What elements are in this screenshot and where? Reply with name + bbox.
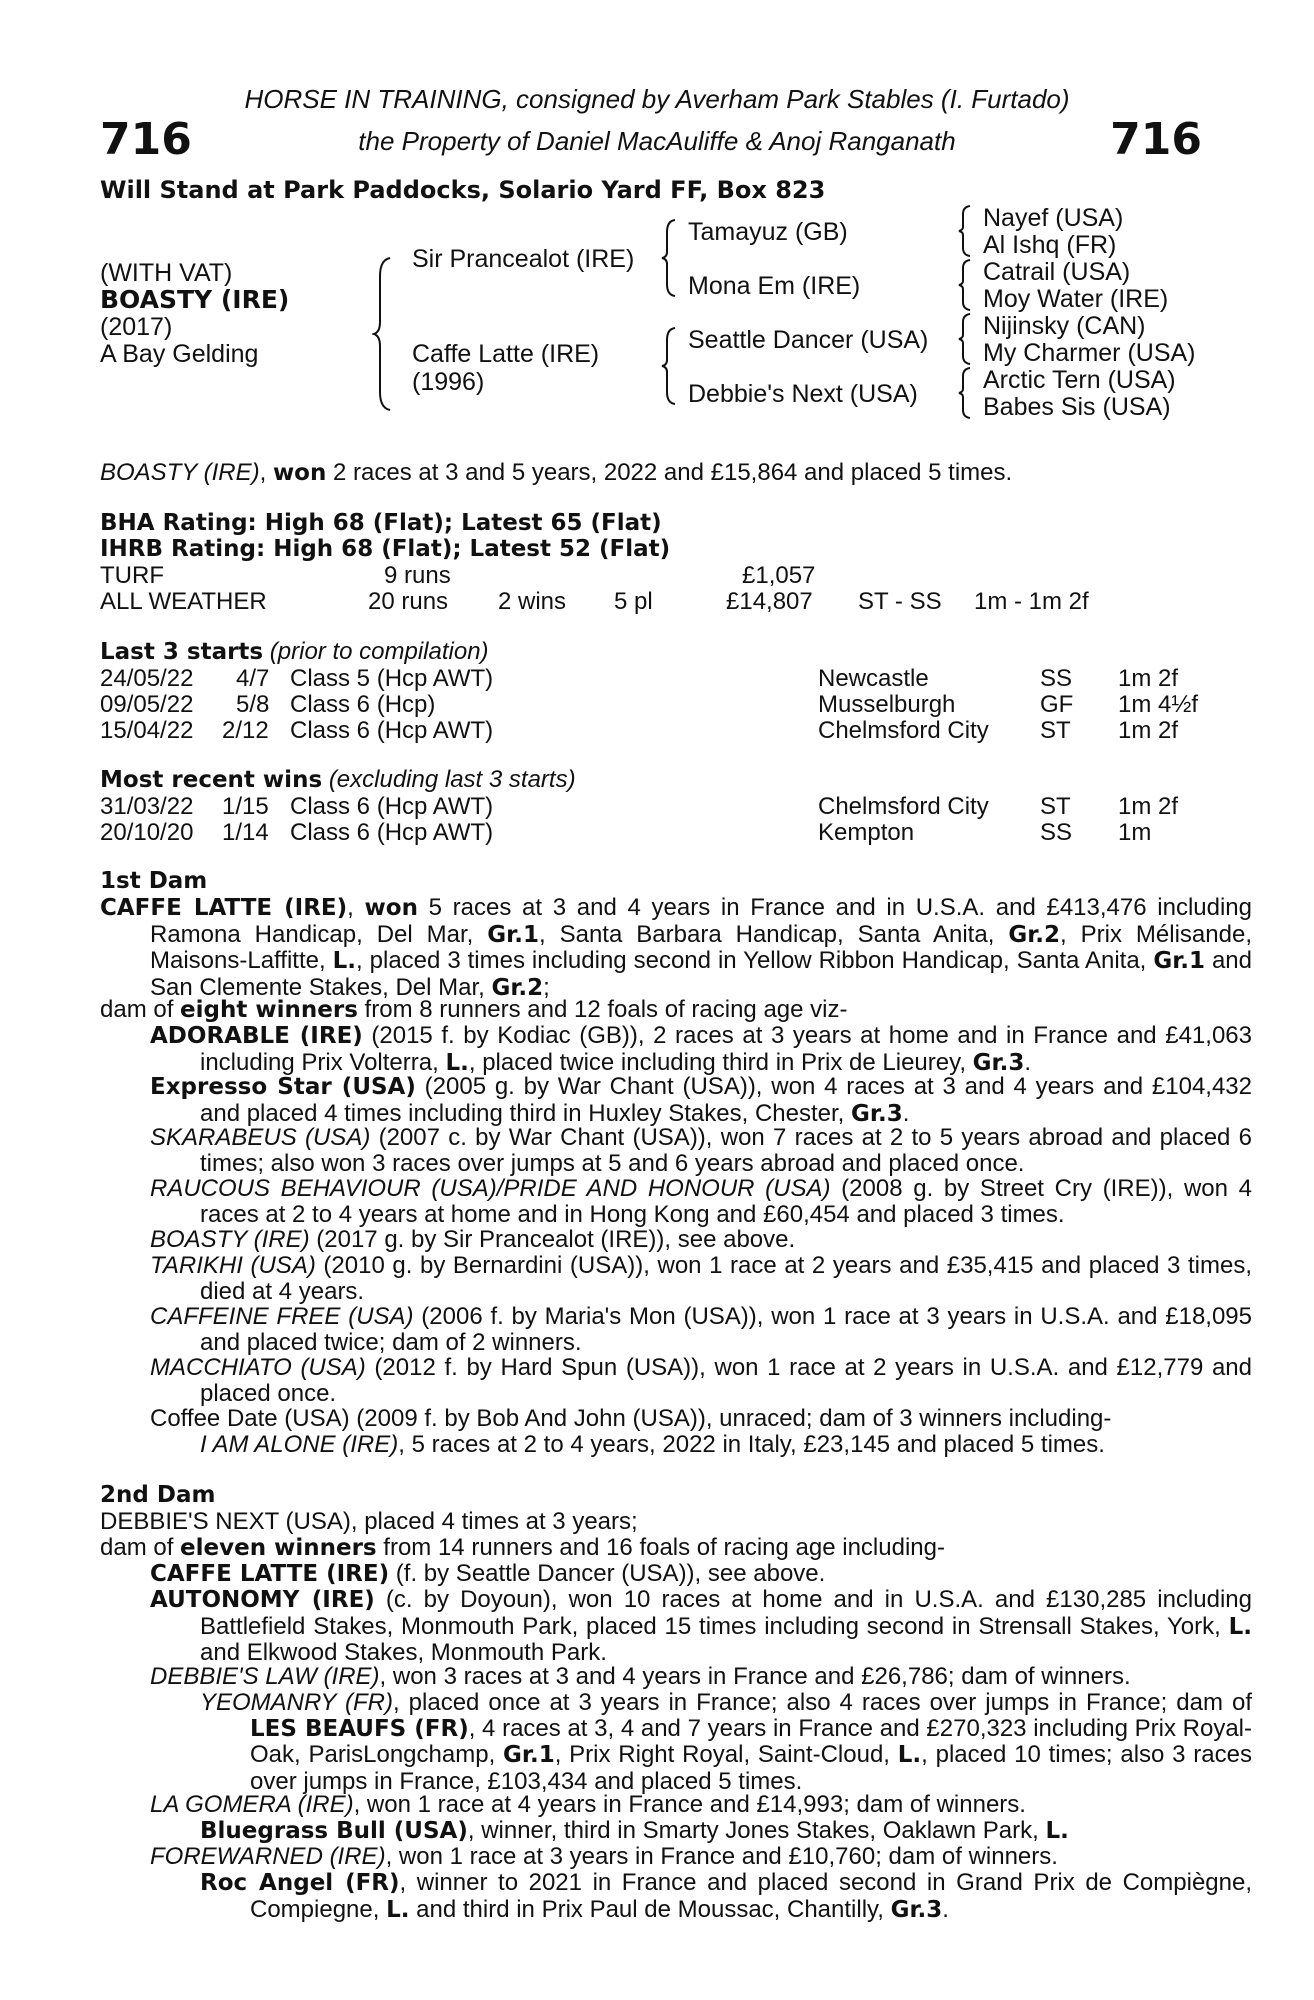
consignment-line: HORSE IN TRAINING, consigned by Averham Park Stables (I. Furtado) (244, 84, 1070, 114)
pedigree-sds: Catrail (USA) (983, 258, 1131, 286)
pedigree-brace-main (372, 256, 394, 412)
pedigree-brace-dd (957, 366, 973, 420)
bha-rating: BHA Rating: High 68 (Flat); Latest 65 (Flat) (100, 510, 662, 536)
pedigree-brace-sd (957, 258, 973, 312)
ihrb-rating: IHRB Rating: High 68 (Flat); Latest 52 (Flat) (100, 536, 671, 562)
progeny-i-am-alone: I AM ALONE (IRE), 5 races at 2 to 4 years, 2022 in Italy, £23,145 and placed 5 times. (200, 1431, 1105, 1458)
pedigree-dss: Nijinsky (CAN) (983, 312, 1146, 340)
pedigree-brace-ds (957, 312, 973, 366)
progeny-bluegrass-bull: Bluegrass Bull (USA), winner, third in Smarty Jones Stakes, Oaklawn Park, L. (200, 1817, 1069, 1844)
progeny-expresso-star: Expresso Star (USA) (2005 g. by War Chant (USA)), won 4 races at 3 and 4 years and £104,432 and placed 4 times including third in Huxley Stakes, Chester, Gr.3. (150, 1073, 1252, 1127)
first-dam-heading: 1st Dam (100, 868, 208, 894)
pedigree-dam-year: (1996) (412, 368, 485, 396)
progeny-la-gomera: LA GOMERA (IRE), won 1 race at 4 years in France and £14,993; dam of winners. (150, 1791, 1026, 1818)
pedigree-dam-dam: Debbie's Next (USA) (688, 380, 918, 408)
progeny-boasty: BOASTY (IRE) (2017 g. by Sir Prancealot (IRE)), see above. (150, 1226, 796, 1253)
pedigree-dds: Arctic Tern (USA) (983, 366, 1176, 394)
pedigree-sire-sire: Tamayuz (GB) (688, 218, 848, 246)
property-line: the Property of Daniel MacAuliffe & Anoj Ranganath (358, 126, 956, 156)
pedigree-dam: Caffe Latte (IRE) (412, 340, 600, 368)
progeny-skarabeus: SKARABEUS (USA) (2007 c. by War Chant (USA)), won 7 races at 2 to 5 years abroad and placed 6 times; also won 3 races over jumps at 5 and 6 years abroad and placed once. (150, 1124, 1252, 1177)
progeny-macchiato: MACCHIATO (USA) (2012 f. by Hard Spun (USA)), won 1 race at 2 years in U.S.A. and £12,779 and placed once. (150, 1354, 1252, 1407)
pedigree-ssd: Al Ishq (FR) (983, 231, 1117, 259)
pedigree-brace-ss (957, 204, 973, 258)
progeny-autonomy: AUTONOMY (IRE) (c. by Doyoun), won 10 races at home and in U.S.A. and £130,285 including Battlefield Stakes, Monmouth Park, placed 15 times including second in Strensall Stakes, York, L. and Elkwood Stakes, Monmouth Park. (150, 1586, 1252, 1667)
pedigree-sss: Nayef (USA) (983, 204, 1124, 232)
pedigree-brace-sire (660, 218, 678, 298)
lot-number-right: 716 (1110, 114, 1202, 165)
pedigree-dam-sire: Seattle Dancer (USA) (688, 326, 929, 354)
pedigree-ddd: Babes Sis (USA) (983, 393, 1171, 421)
progeny-caffe-latte: CAFFE LATTE (IRE) (f. by Seattle Dancer (USA)), see above. (150, 1560, 826, 1587)
lot-number-left: 716 (100, 114, 192, 165)
pedigree-sire: Sir Prancealot (IRE) (412, 245, 635, 273)
progeny-debbies-law: DEBBIE'S LAW (IRE), won 3 races at 3 and 4 years in France and £26,786; dam of winners. (150, 1663, 1131, 1690)
vat-label: (WITH VAT) (100, 259, 233, 287)
pedigree-sire-dam: Mona Em (IRE) (688, 272, 861, 300)
horse-description: A Bay Gelding (100, 340, 259, 368)
pedigree-dsd: My Charmer (USA) (983, 339, 1196, 367)
stand-location: Will Stand at Park Paddocks, Solario Yard FF, Box 823 (100, 176, 826, 204)
pedigree-brace-dam (660, 326, 678, 406)
second-dam-line: DEBBIE'S NEXT (USA), placed 4 times at 3 years; (100, 1508, 638, 1535)
progeny-yeomanry: YEOMANRY (FR), placed once at 3 years in France; also 4 races over jumps in France; dam of LES BEAUFS (FR), 4 races at 3, 4 and 7 years in France and £270,323 including Prix Royal-Oak, ParisLongchamp, Gr.1, Prix Right Royal, Saint-Cloud, L., placed 10 times; also 3 races over jumps in France, £103,434 and placed 5 times. (200, 1689, 1252, 1795)
last3-heading: Last 3 starts (prior to compilation) (100, 638, 489, 665)
progeny-roc-angel: Roc Angel (FR), winner to 2021 in France and placed second in Grand Prix de Compiègne, Compiegne, L. and third in Prix Paul de Moussac, Chantilly, Gr.3. (200, 1869, 1252, 1923)
second-dam-heading: 2nd Dam (100, 1482, 216, 1508)
first-dam-paragraph: CAFFE LATTE (IRE), won 5 races at 3 and 4 years in France and in U.S.A. and £413,476 including Ramona Handicap, Del Mar, Gr.1, Santa Barbara Handicap, Santa Anita, Gr.2, Prix Mélisande, Maisons-Laffitte, L., placed 3 times including second in Yellow Ribbon Handicap, Santa Anita, Gr.1 and San Clemente Stakes, Del Mar, Gr.2; (100, 894, 1252, 1001)
progeny-adorable: ADORABLE (IRE) (2015 f. by Kodiac (GB)), 2 races at 3 years at home and in France and £41,063 including Prix Volterra, L., placed twice including third in Prix de Lieurey, Gr.3. (150, 1022, 1252, 1076)
progeny-caffeine-free: CAFFEINE FREE (USA) (2006 f. by Maria's Mon (USA)), won 1 race at 3 years in U.S.A. and £18,095 and placed twice; dam of 2 winners. (150, 1303, 1253, 1356)
second-dam-produce-intro: dam of eleven winners from 14 runners and 16 foals of racing age including- (100, 1534, 945, 1561)
progeny-tarikhi: TARIKHI (USA) (2010 g. by Bernardini (USA)), won 1 race at 2 years and £35,415 and placed 3 times, died at 4 years. (150, 1252, 1252, 1305)
progeny-coffee-date: Coffee Date (USA) (2009 f. by Bob And John (USA)), unraced; dam of 3 winners including- (150, 1405, 1112, 1432)
progeny-forewarned: FOREWARNED (IRE), won 1 race at 3 years in France and £10,760; dam of winners. (150, 1843, 1058, 1870)
horse-year: (2017) (100, 313, 173, 341)
race-summary: BOASTY (IRE), won 2 races at 3 and 5 years, 2022 and £15,864 and placed 5 times. (100, 459, 1013, 486)
first-dam-produce-intro: dam of eight winners from 8 runners and 12 foals of racing age viz- (100, 996, 848, 1023)
recent-wins-heading: Most recent wins (excluding last 3 starts) (100, 766, 576, 793)
progeny-raucous-behaviour: RAUCOUS BEHAVIOUR (USA)/PRIDE AND HONOUR (USA) (2008 g. by Street Cry (IRE)), won 4 races at 2 to 4 years at home and in Hong Kong and £60,454 and placed 3 times. (150, 1175, 1252, 1228)
horse-name: BOASTY (IRE) (100, 285, 290, 314)
pedigree-sdd: Moy Water (IRE) (983, 285, 1169, 313)
